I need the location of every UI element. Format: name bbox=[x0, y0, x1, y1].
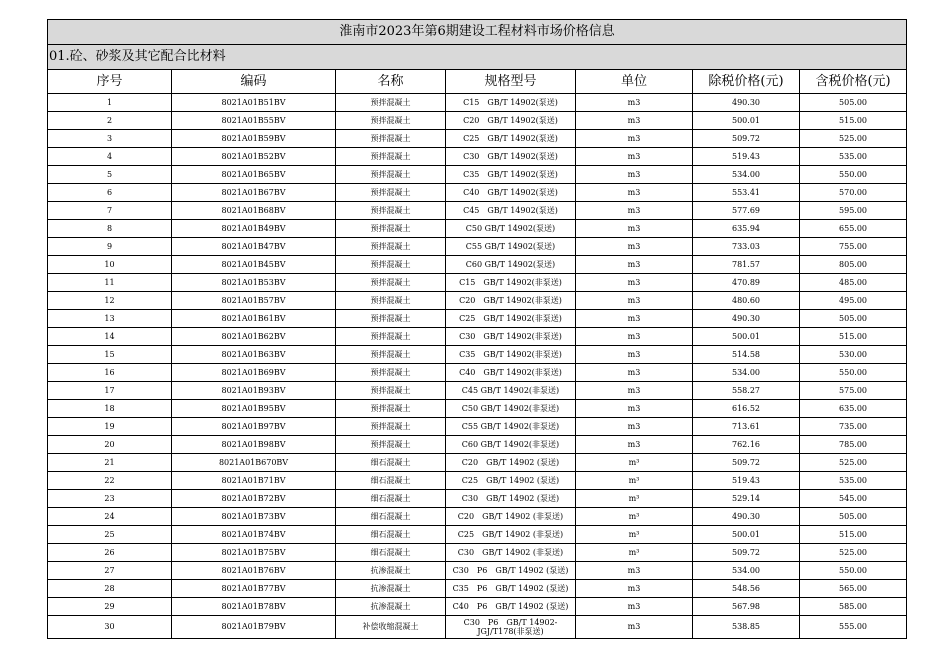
row-index: 7 bbox=[48, 202, 172, 220]
material-code: 8021A01B93BV bbox=[172, 382, 336, 400]
spec-model: C40 GB/T 14902(非泵送) bbox=[446, 364, 576, 382]
unit: m3 bbox=[576, 256, 693, 274]
table-row bbox=[48, 562, 907, 580]
row-index: 8 bbox=[48, 220, 172, 238]
material-code: 8021A01B65BV bbox=[172, 166, 336, 184]
table-row bbox=[48, 292, 907, 310]
unit: m3 bbox=[576, 112, 693, 130]
table-row bbox=[48, 472, 907, 490]
unit: m3 bbox=[576, 238, 693, 256]
table-row bbox=[48, 508, 907, 526]
unit: m3 bbox=[576, 292, 693, 310]
material-name: 预拌混凝土 bbox=[336, 148, 446, 166]
material-name: 预拌混凝土 bbox=[336, 274, 446, 292]
spec-model: C30 GB/T 14902(非泵送) bbox=[446, 328, 576, 346]
unit: m3 bbox=[576, 598, 693, 616]
row-index: 2 bbox=[48, 112, 172, 130]
table-row bbox=[48, 418, 907, 436]
price-inc-tax: 525.00 bbox=[800, 544, 907, 562]
row-index: 18 bbox=[48, 400, 172, 418]
table-row bbox=[48, 166, 907, 184]
price-inc-tax: 535.00 bbox=[800, 472, 907, 490]
price-ex-tax: 500.01 bbox=[693, 526, 800, 544]
price-ex-tax: 519.43 bbox=[693, 148, 800, 166]
price-ex-tax: 470.89 bbox=[693, 274, 800, 292]
row-index: 25 bbox=[48, 526, 172, 544]
price-inc-tax: 530.00 bbox=[800, 346, 907, 364]
row-index: 26 bbox=[48, 544, 172, 562]
price-ex-tax: 616.52 bbox=[693, 400, 800, 418]
material-code: 8021A01B74BV bbox=[172, 526, 336, 544]
spec-model: C40 GB/T 14902(泵送) bbox=[446, 184, 576, 202]
price-ex-tax: 490.30 bbox=[693, 94, 800, 112]
price-inc-tax: 570.00 bbox=[800, 184, 907, 202]
spec-model: C25 GB/T 14902 (泵送) bbox=[446, 472, 576, 490]
material-name: 预拌混凝土 bbox=[336, 220, 446, 238]
spec-model: C40 P6 GB/T 14902 (泵送) bbox=[446, 598, 576, 616]
table-row bbox=[48, 454, 907, 472]
row-index: 28 bbox=[48, 580, 172, 598]
price-ex-tax: 500.01 bbox=[693, 328, 800, 346]
spec-model: C20 GB/T 14902 (非泵送) bbox=[446, 508, 576, 526]
price-ex-tax: 567.98 bbox=[693, 598, 800, 616]
row-index: 14 bbox=[48, 328, 172, 346]
price-ex-tax: 534.00 bbox=[693, 562, 800, 580]
material-code: 8021A01B68BV bbox=[172, 202, 336, 220]
price-ex-tax: 781.57 bbox=[693, 256, 800, 274]
material-code: 8021A01B72BV bbox=[172, 490, 336, 508]
material-name: 细石混凝土 bbox=[336, 508, 446, 526]
material-code: 8021A01B73BV bbox=[172, 508, 336, 526]
material-code: 8021A01B47BV bbox=[172, 238, 336, 256]
table-row bbox=[48, 148, 907, 166]
material-code: 8021A01B55BV bbox=[172, 112, 336, 130]
price-ex-tax: 534.00 bbox=[693, 166, 800, 184]
table-row bbox=[48, 238, 907, 256]
row-index: 21 bbox=[48, 454, 172, 472]
unit: m3 bbox=[576, 94, 693, 112]
price-ex-tax: 762.16 bbox=[693, 436, 800, 454]
unit: m³ bbox=[576, 544, 693, 562]
header-price-inc-tax: 含税价格(元) bbox=[800, 70, 907, 94]
header-price-ex-tax: 除税价格(元) bbox=[693, 70, 800, 94]
price-inc-tax: 550.00 bbox=[800, 364, 907, 382]
unit: m3 bbox=[576, 274, 693, 292]
header-row bbox=[48, 70, 907, 94]
row-index: 5 bbox=[48, 166, 172, 184]
price-ex-tax: 733.03 bbox=[693, 238, 800, 256]
price-ex-tax: 500.01 bbox=[693, 112, 800, 130]
price-inc-tax: 575.00 bbox=[800, 382, 907, 400]
sheet-title: 淮南市2023年第6期建设工程材料市场价格信息 bbox=[48, 20, 907, 45]
unit: m3 bbox=[576, 148, 693, 166]
price-inc-tax: 595.00 bbox=[800, 202, 907, 220]
table-row bbox=[48, 436, 907, 454]
spec-model: C30 GB/T 14902 (泵送) bbox=[446, 490, 576, 508]
table-row bbox=[48, 490, 907, 508]
price-inc-tax: 515.00 bbox=[800, 526, 907, 544]
material-code: 8021A01B52BV bbox=[172, 148, 336, 166]
spec-model: C35 GB/T 14902(非泵送) bbox=[446, 346, 576, 364]
price-table bbox=[47, 19, 907, 639]
material-name: 预拌混凝土 bbox=[336, 130, 446, 148]
material-code: 8021A01B63BV bbox=[172, 346, 336, 364]
spec-model: C20 GB/T 14902(非泵送) bbox=[446, 292, 576, 310]
price-ex-tax: 514.58 bbox=[693, 346, 800, 364]
material-name: 预拌混凝土 bbox=[336, 202, 446, 220]
header-unit: 单位 bbox=[576, 70, 693, 94]
material-code: 8021A01B62BV bbox=[172, 328, 336, 346]
price-inc-tax: 545.00 bbox=[800, 490, 907, 508]
section-title: 01.砼、砂浆及其它配合比材料 bbox=[48, 45, 907, 70]
row-index: 22 bbox=[48, 472, 172, 490]
table-row bbox=[48, 112, 907, 130]
price-inc-tax: 585.00 bbox=[800, 598, 907, 616]
table-row bbox=[48, 598, 907, 616]
material-code: 8021A01B670BV bbox=[172, 454, 336, 472]
table-row bbox=[48, 400, 907, 418]
unit: m3 bbox=[576, 220, 693, 238]
material-name: 细石混凝土 bbox=[336, 472, 446, 490]
price-ex-tax: 577.69 bbox=[693, 202, 800, 220]
material-code: 8021A01B95BV bbox=[172, 400, 336, 418]
price-inc-tax: 485.00 bbox=[800, 274, 907, 292]
spec-model: C30 GB/T 14902 (非泵送) bbox=[446, 544, 576, 562]
spec-model: C35 GB/T 14902(泵送) bbox=[446, 166, 576, 184]
material-code: 8021A01B71BV bbox=[172, 472, 336, 490]
price-inc-tax: 495.00 bbox=[800, 292, 907, 310]
material-code: 8021A01B79BV bbox=[172, 616, 336, 639]
price-inc-tax: 515.00 bbox=[800, 112, 907, 130]
price-inc-tax: 525.00 bbox=[800, 130, 907, 148]
header-index: 序号 bbox=[48, 70, 172, 94]
table-row bbox=[48, 184, 907, 202]
unit: m3 bbox=[576, 382, 693, 400]
unit: m³ bbox=[576, 508, 693, 526]
unit: m3 bbox=[576, 562, 693, 580]
spec-model: C30 P6 GB/T 14902 (泵送) bbox=[446, 562, 576, 580]
material-code: 8021A01B61BV bbox=[172, 310, 336, 328]
material-name: 细石混凝土 bbox=[336, 544, 446, 562]
row-index: 30 bbox=[48, 616, 172, 639]
table-row bbox=[48, 274, 907, 292]
spec-model: C20 GB/T 14902(泵送) bbox=[446, 112, 576, 130]
price-ex-tax: 553.41 bbox=[693, 184, 800, 202]
table-row bbox=[48, 616, 907, 639]
section-row bbox=[48, 45, 907, 70]
price-ex-tax: 490.30 bbox=[693, 310, 800, 328]
material-name: 预拌混凝土 bbox=[336, 418, 446, 436]
header-name: 名称 bbox=[336, 70, 446, 94]
material-name: 预拌混凝土 bbox=[336, 328, 446, 346]
material-name: 预拌混凝土 bbox=[336, 238, 446, 256]
row-index: 11 bbox=[48, 274, 172, 292]
unit: m3 bbox=[576, 346, 693, 364]
material-code: 8021A01B78BV bbox=[172, 598, 336, 616]
price-inc-tax: 505.00 bbox=[800, 94, 907, 112]
header-spec: 规格型号 bbox=[446, 70, 576, 94]
row-index: 12 bbox=[48, 292, 172, 310]
table-row bbox=[48, 220, 907, 238]
price-inc-tax: 555.00 bbox=[800, 616, 907, 639]
row-index: 17 bbox=[48, 382, 172, 400]
material-name: 细石混凝土 bbox=[336, 490, 446, 508]
unit: m3 bbox=[576, 130, 693, 148]
unit: m3 bbox=[576, 616, 693, 639]
spec-model: C55 GB/T 14902(非泵送) bbox=[446, 418, 576, 436]
row-index: 24 bbox=[48, 508, 172, 526]
unit: m3 bbox=[576, 310, 693, 328]
table-row bbox=[48, 382, 907, 400]
material-code: 8021A01B51BV bbox=[172, 94, 336, 112]
row-index: 16 bbox=[48, 364, 172, 382]
table-row bbox=[48, 256, 907, 274]
material-code: 8021A01B53BV bbox=[172, 274, 336, 292]
price-inc-tax: 635.00 bbox=[800, 400, 907, 418]
unit: m3 bbox=[576, 580, 693, 598]
price-inc-tax: 805.00 bbox=[800, 256, 907, 274]
spec-model: C60 GB/T 14902(非泵送) bbox=[446, 436, 576, 454]
row-index: 1 bbox=[48, 94, 172, 112]
table-row bbox=[48, 580, 907, 598]
header-code: 编码 bbox=[172, 70, 336, 94]
row-index: 20 bbox=[48, 436, 172, 454]
row-index: 15 bbox=[48, 346, 172, 364]
unit: m3 bbox=[576, 364, 693, 382]
price-ex-tax: 519.43 bbox=[693, 472, 800, 490]
price-ex-tax: 490.30 bbox=[693, 508, 800, 526]
table-row bbox=[48, 544, 907, 562]
material-name: 预拌混凝土 bbox=[336, 166, 446, 184]
price-inc-tax: 755.00 bbox=[800, 238, 907, 256]
material-name: 抗渗混凝土 bbox=[336, 580, 446, 598]
unit: m3 bbox=[576, 436, 693, 454]
spec-model: C25 GB/T 14902(泵送) bbox=[446, 130, 576, 148]
material-name: 预拌混凝土 bbox=[336, 292, 446, 310]
spec-model: C30 GB/T 14902(泵送) bbox=[446, 148, 576, 166]
spec-model: C25 GB/T 14902(非泵送) bbox=[446, 310, 576, 328]
table-row bbox=[48, 130, 907, 148]
material-name: 预拌混凝土 bbox=[336, 310, 446, 328]
material-name: 预拌混凝土 bbox=[336, 364, 446, 382]
unit: m³ bbox=[576, 490, 693, 508]
unit: m3 bbox=[576, 202, 693, 220]
unit: m3 bbox=[576, 418, 693, 436]
price-inc-tax: 655.00 bbox=[800, 220, 907, 238]
price-inc-tax: 550.00 bbox=[800, 166, 907, 184]
price-ex-tax: 480.60 bbox=[693, 292, 800, 310]
material-name: 预拌混凝土 bbox=[336, 256, 446, 274]
price-inc-tax: 505.00 bbox=[800, 508, 907, 526]
price-ex-tax: 509.72 bbox=[693, 130, 800, 148]
unit: m3 bbox=[576, 184, 693, 202]
price-inc-tax: 565.00 bbox=[800, 580, 907, 598]
title-row bbox=[48, 20, 907, 45]
spec-model: C60 GB/T 14902(泵送) bbox=[446, 256, 576, 274]
row-index: 19 bbox=[48, 418, 172, 436]
spec-model: C25 GB/T 14902 (非泵送) bbox=[446, 526, 576, 544]
row-index: 10 bbox=[48, 256, 172, 274]
price-ex-tax: 713.61 bbox=[693, 418, 800, 436]
spec-model: C55 GB/T 14902(泵送) bbox=[446, 238, 576, 256]
price-ex-tax: 534.00 bbox=[693, 364, 800, 382]
material-code: 8021A01B76BV bbox=[172, 562, 336, 580]
row-index: 29 bbox=[48, 598, 172, 616]
unit: m3 bbox=[576, 400, 693, 418]
table-row bbox=[48, 526, 907, 544]
price-ex-tax: 558.27 bbox=[693, 382, 800, 400]
material-name: 预拌混凝土 bbox=[336, 400, 446, 418]
price-inc-tax: 550.00 bbox=[800, 562, 907, 580]
material-name: 预拌混凝土 bbox=[336, 382, 446, 400]
price-ex-tax: 548.56 bbox=[693, 580, 800, 598]
table-row bbox=[48, 364, 907, 382]
material-name: 抗渗混凝土 bbox=[336, 598, 446, 616]
unit: m³ bbox=[576, 454, 693, 472]
spec-model: C35 P6 GB/T 14902 (泵送) bbox=[446, 580, 576, 598]
spec-model: C50 GB/T 14902(泵送) bbox=[446, 220, 576, 238]
material-code: 8021A01B97BV bbox=[172, 418, 336, 436]
spec-model: C20 GB/T 14902 (泵送) bbox=[446, 454, 576, 472]
row-index: 27 bbox=[48, 562, 172, 580]
spec-model: C30 P6 GB/T 14902-JGJ/T178(非泵送) bbox=[446, 616, 576, 639]
table-row bbox=[48, 346, 907, 364]
material-name: 预拌混凝土 bbox=[336, 346, 446, 364]
unit: m³ bbox=[576, 472, 693, 490]
material-code: 8021A01B57BV bbox=[172, 292, 336, 310]
table-row bbox=[48, 310, 907, 328]
spec-model: C45 GB/T 14902(非泵送) bbox=[446, 382, 576, 400]
material-name: 预拌混凝土 bbox=[336, 112, 446, 130]
row-index: 6 bbox=[48, 184, 172, 202]
material-name: 抗渗混凝土 bbox=[336, 562, 446, 580]
price-inc-tax: 735.00 bbox=[800, 418, 907, 436]
price-inc-tax: 515.00 bbox=[800, 328, 907, 346]
material-code: 8021A01B67BV bbox=[172, 184, 336, 202]
spec-model: C50 GB/T 14902(非泵送) bbox=[446, 400, 576, 418]
spec-model: C15 GB/T 14902(非泵送) bbox=[446, 274, 576, 292]
row-index: 9 bbox=[48, 238, 172, 256]
price-inc-tax: 785.00 bbox=[800, 436, 907, 454]
unit: m3 bbox=[576, 166, 693, 184]
price-ex-tax: 509.72 bbox=[693, 454, 800, 472]
price-ex-tax: 538.85 bbox=[693, 616, 800, 639]
price-inc-tax: 505.00 bbox=[800, 310, 907, 328]
price-ex-tax: 509.72 bbox=[693, 544, 800, 562]
material-code: 8021A01B69BV bbox=[172, 364, 336, 382]
spec-model: C15 GB/T 14902(泵送) bbox=[446, 94, 576, 112]
material-name: 补偿收缩混凝土 bbox=[336, 616, 446, 639]
table-row bbox=[48, 202, 907, 220]
row-index: 23 bbox=[48, 490, 172, 508]
material-name: 预拌混凝土 bbox=[336, 436, 446, 454]
price-inc-tax: 525.00 bbox=[800, 454, 907, 472]
price-ex-tax: 635.94 bbox=[693, 220, 800, 238]
material-code: 8021A01B49BV bbox=[172, 220, 336, 238]
unit: m3 bbox=[576, 328, 693, 346]
unit: m³ bbox=[576, 526, 693, 544]
material-name: 细石混凝土 bbox=[336, 526, 446, 544]
table-row bbox=[48, 328, 907, 346]
price-inc-tax: 535.00 bbox=[800, 148, 907, 166]
row-index: 4 bbox=[48, 148, 172, 166]
price-ex-tax: 529.14 bbox=[693, 490, 800, 508]
material-name: 预拌混凝土 bbox=[336, 184, 446, 202]
material-code: 8021A01B59BV bbox=[172, 130, 336, 148]
material-code: 8021A01B77BV bbox=[172, 580, 336, 598]
row-index: 13 bbox=[48, 310, 172, 328]
spec-model: C45 GB/T 14902(泵送) bbox=[446, 202, 576, 220]
material-code: 8021A01B45BV bbox=[172, 256, 336, 274]
material-code: 8021A01B75BV bbox=[172, 544, 336, 562]
material-code: 8021A01B98BV bbox=[172, 436, 336, 454]
material-name: 预拌混凝土 bbox=[336, 94, 446, 112]
table-row bbox=[48, 94, 907, 112]
row-index: 3 bbox=[48, 130, 172, 148]
material-name: 细石混凝土 bbox=[336, 454, 446, 472]
